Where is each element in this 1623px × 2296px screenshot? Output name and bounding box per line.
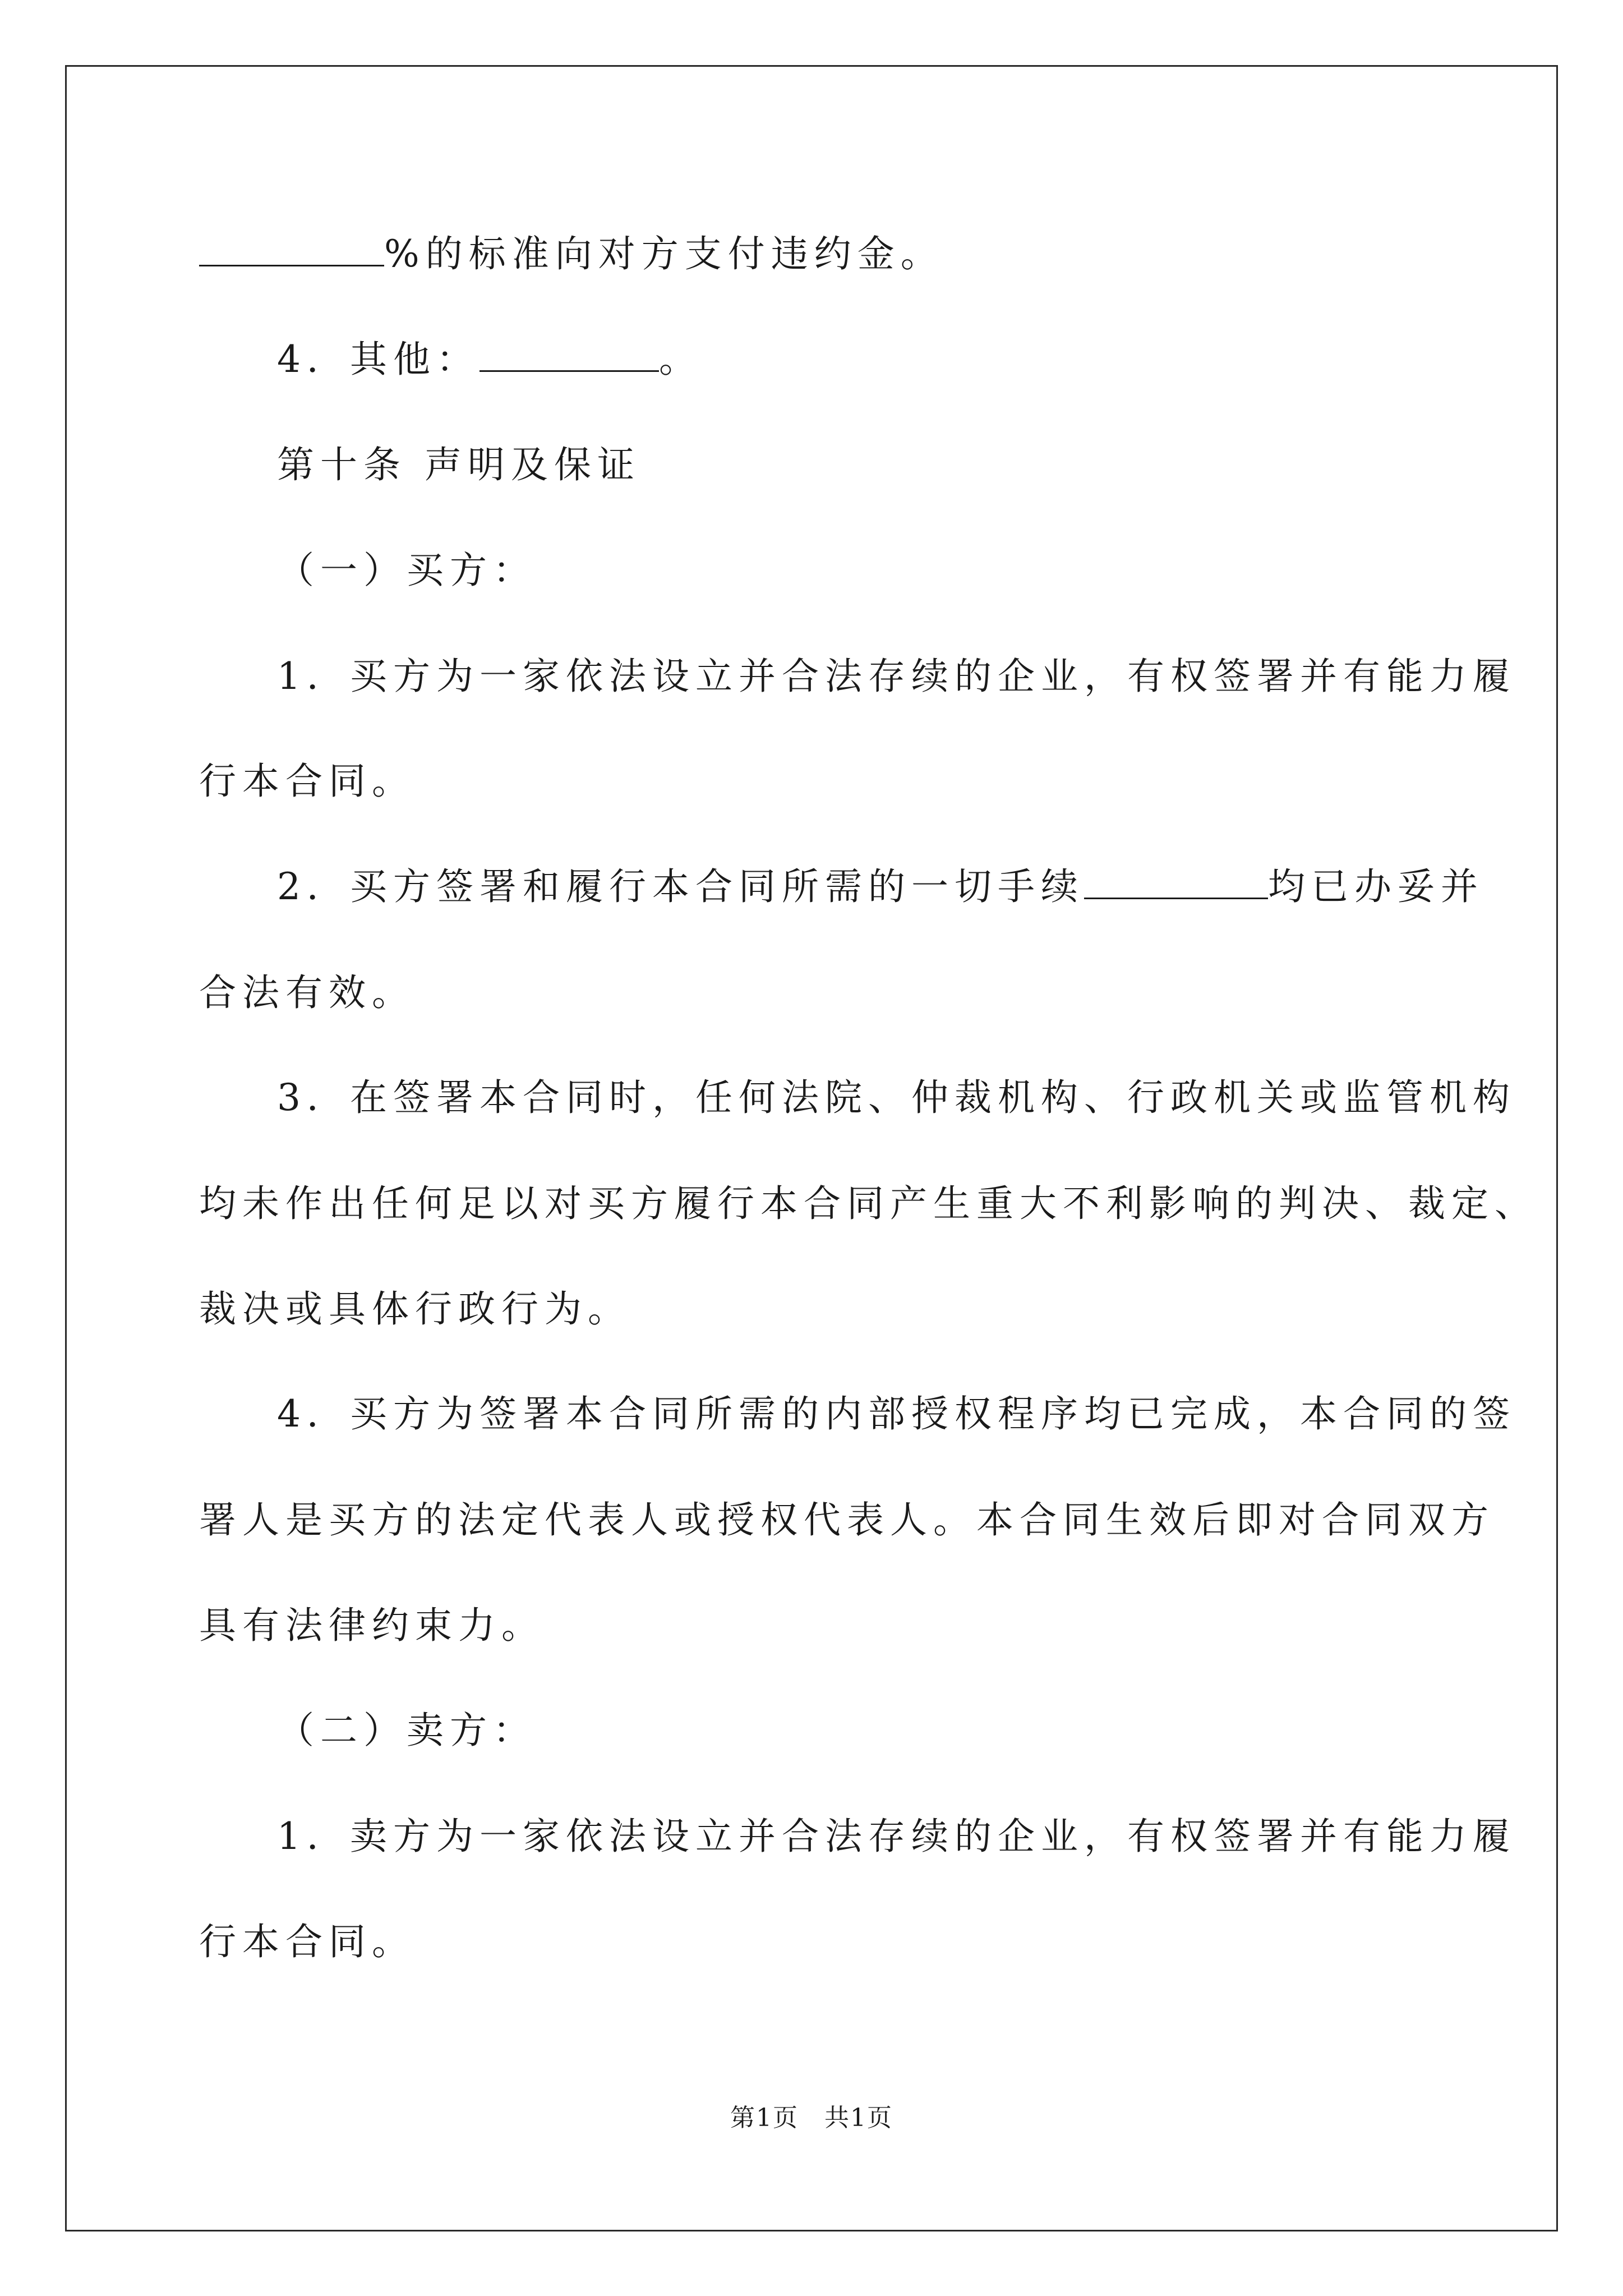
paragraph-line: 署人是买方的法定代表人或授权代表人。本合同生效后即对合同双方 <box>199 1498 1495 1542</box>
paragraph-line: 行本合同。 <box>199 1920 415 1963</box>
paragraph-line: 具有法律约束力。 <box>199 1604 545 1647</box>
page-number-footer: 第1页 共1页 <box>730 2104 893 2132</box>
paragraph-line: 合法有效。 <box>199 971 415 1014</box>
paragraph-line: 裁决或具体行政行为。 <box>199 1287 631 1331</box>
fill-in-blank <box>1084 866 1268 899</box>
paragraph-line <box>199 232 944 277</box>
paragraph-line: 4．买方为签署本合同所需的内部授权程序均已完成，本合同的签 <box>277 1392 1516 1435</box>
line-text: %的标准向对方支付违约金。 <box>384 232 944 275</box>
paragraph-line <box>277 864 1484 909</box>
line-text: 2．买方签署和履行本合同所需的一切手续 <box>277 865 1084 908</box>
paragraph-line: 1．卖方为一家依法设立并合法存续的企业，有权签署并有能力履 <box>277 1815 1516 1858</box>
paragraph-line <box>277 337 702 382</box>
line-text: 4．其他： <box>277 338 479 381</box>
line-text: 均已办妥并 <box>1268 865 1484 908</box>
subsection-heading: （二）卖方： <box>277 1709 536 1752</box>
fill-in-blank <box>479 339 659 372</box>
paragraph-line: 1．买方为一家依法设立并合法存续的企业，有权签署并有能力履 <box>277 655 1516 698</box>
fill-in-blank <box>199 233 384 266</box>
paragraph-line: 3．在签署本合同时，任何法院、仲裁机构、行政机关或监管机构 <box>277 1076 1516 1119</box>
subsection-heading: （一）买方： <box>277 549 536 592</box>
page-border <box>65 65 1558 2231</box>
line-text: 。 <box>659 338 702 381</box>
section-heading: 第十条 声明及保证 <box>277 443 640 486</box>
paragraph-line: 行本合同。 <box>199 760 415 803</box>
paragraph-line: 均未作出任何足以对买方履行本合同产生重大不利影响的判决、裁定、 <box>199 1182 1538 1225</box>
